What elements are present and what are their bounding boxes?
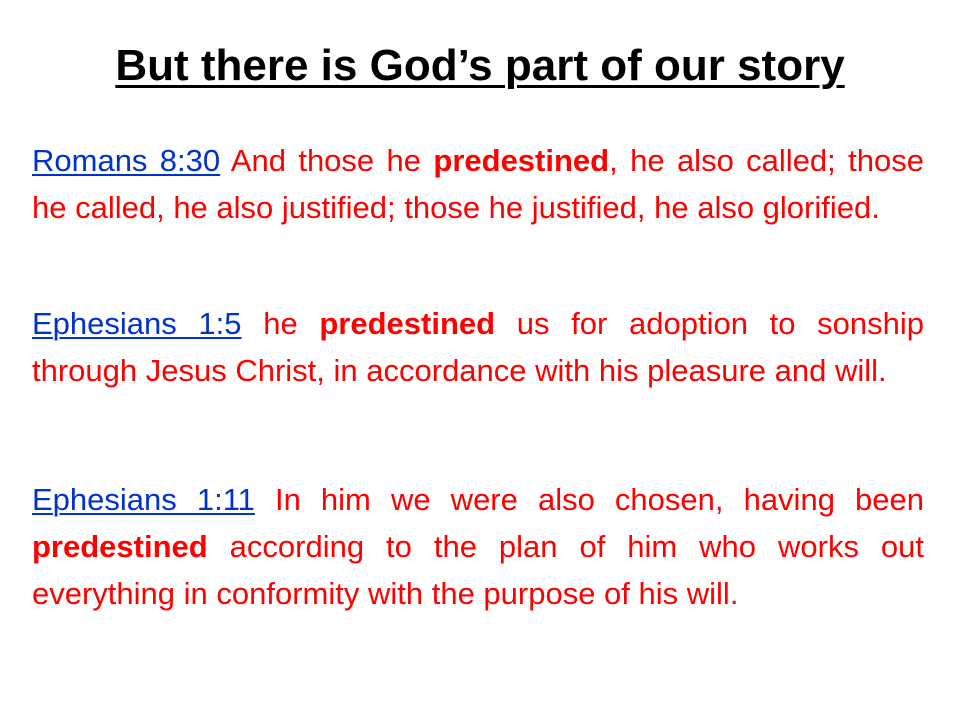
verse-text: And those he: [220, 143, 434, 178]
verse-reference-link[interactable]: Ephesians 1:5: [32, 306, 242, 341]
verse-reference-link[interactable]: Ephesians 1:11: [32, 482, 255, 517]
verse-romans-8-30: [32, 137, 924, 231]
verse-text: according to the plan of him who works out everything in conformity with the purpose of his will.: [32, 529, 924, 611]
verse-text: In him we were also chosen, having been: [254, 482, 924, 517]
verse-reference-link[interactable]: Romans 8:30: [32, 143, 221, 178]
verse-emphasis: predestined: [319, 306, 496, 341]
verse-text: us for adoption to sonship through Jesus Christ, in accordance with his pleasure and will.: [32, 306, 924, 388]
verse-ephesians-1-5: [32, 300, 924, 394]
verse-text: he: [241, 306, 320, 341]
verse-emphasis: predestined: [433, 143, 610, 178]
verse-text: , he also called; those he called, he also justified; those he justified, he also glorified.: [32, 143, 924, 225]
slide-title: [0, 38, 960, 94]
verse-emphasis: predestined: [32, 529, 208, 564]
slide-title-text: But there is God’s part of our story: [115, 41, 845, 90]
verse-ephesians-1-11: [32, 476, 924, 617]
